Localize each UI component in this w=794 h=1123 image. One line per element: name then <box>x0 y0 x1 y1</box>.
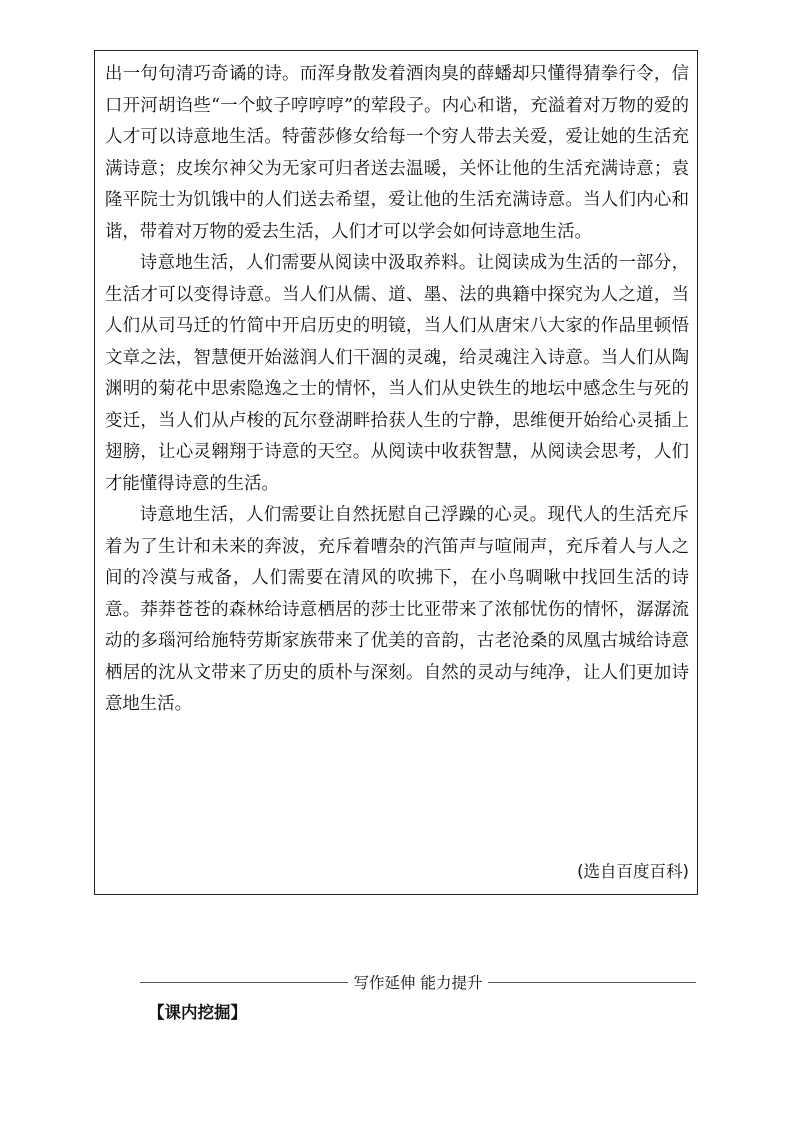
article-box <box>94 50 698 895</box>
divider-title: 写作延伸 能力提升 <box>353 974 483 992</box>
article-paragraph-3: 诗意地生活，人们需要让自然抚慰自己浮躁的心灵。现代人的生活充斥着为了生计和未来的奔波，充斥着嘈杂的汽笛声与喧闹声，充斥着人与人之间的冷漠与戒备，人们需要在清风的吹拂下，在小鸟啁啾中找回生活的诗意。莽莽苍苍的森林给诗意栖居的莎士比亚带来了浓郁忧伤的情怀，潺潺流动的多瑙河给施特劳斯家族带来了优美的音韵，古老沧桑的凤凰古城给诗意栖居的沈从文带来了历史的质朴与深刻。自然的灵动与纯净，让人们更加诗意地生活。 <box>105 505 689 714</box>
divider-line-left <box>140 982 348 983</box>
section-label: 【课内挖掘】 <box>148 1003 247 1022</box>
section-divider <box>140 970 696 994</box>
article-source: (选自百度百科) <box>577 862 689 881</box>
divider-line-right <box>488 982 696 983</box>
article-paragraph-1: 出一句句清巧奇谲的诗。而浑身散发着酒肉臭的薛蟠却只懂得猜拳行令，信口开河胡诌些“一个蚊子哼哼哼”的荤段子。内心和谐，充溢着对万物的爱的人才可以诗意地生活。特蕾莎修女给每一个穷人带去关爱，爱让她的生活充满诗意；皮埃尔神父为无家可归者送去温暖，关怀让他的生活充满诗意；袁隆平院士为饥饿中的人们送去希望，爱让他的生活充满诗意。当人们内心和谐，带着对万物的爱去生活，人们才可以学会如何诗意地生活。 <box>105 64 689 242</box>
article-paragraph-2: 诗意地生活，人们需要从阅读中汲取养料。让阅读成为生活的一部分，生活才可以变得诗意。当人们从儒、道、墨、法的典籍中探究为人之道，当人们从司马迁的竹简中开启历史的明镜，当人们从唐宋八大家的作品里顿悟文章之法，智慧便开始滋润人们干涸的灵魂，给灵魂注入诗意。当人们从陶渊明的菊花中思索隐逸之士的情怀，当人们从史铁生的地坛中感念生与死的变迁，当人们从卢梭的瓦尔登湖畔拾获人生的宁静，思维便开始给心灵插上翅膀，让心灵翱翔于诗意的天空。从阅读中收获智慧，从阅读会思考，人们才能懂得诗意的生活。 <box>105 253 689 494</box>
